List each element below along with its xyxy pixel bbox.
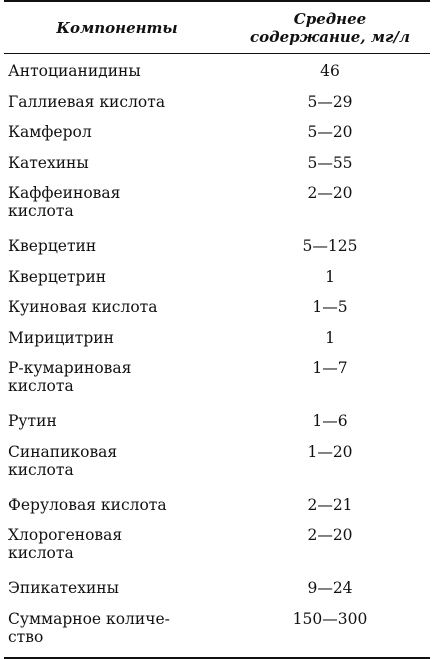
component-name: Синапиковая кислота: [8, 442, 118, 479]
component-value: 1: [325, 328, 335, 347]
table-row: [4, 262, 430, 293]
component-value: 5—125: [302, 237, 358, 255]
content-table: [4, 0, 430, 659]
component-value: 2—21: [307, 495, 353, 514]
component-name: Кверцетин: [8, 237, 97, 255]
component-value: 46: [320, 62, 340, 80]
table-row: [4, 117, 430, 148]
table-row: [4, 87, 430, 118]
component-name: Кверцетрин: [8, 267, 107, 286]
table-row: [4, 437, 430, 490]
component-name: Феруловая кислота: [8, 495, 167, 514]
table-row: [4, 353, 430, 406]
table-row: [4, 520, 430, 573]
component-value: 9—24: [307, 579, 353, 597]
header-components: Компоненты: [56, 18, 178, 37]
component-name: Хлорогеновая кислота: [8, 526, 123, 562]
component-value: 5—20: [307, 123, 353, 141]
component-value: 1—7: [312, 359, 348, 377]
component-value: 1—6: [312, 412, 348, 430]
component-value: 2—20: [307, 184, 353, 202]
header-average-content-text: Среднее содержание, мг/л: [250, 9, 410, 46]
table-row: [4, 56, 430, 87]
component-name: Куиновая кислота: [8, 298, 158, 316]
table-row: [4, 490, 430, 521]
component-name: Эпикатехины: [8, 579, 119, 597]
component-name: Антоцианидины: [8, 62, 141, 80]
component-name: Каффеиновая кислота: [8, 184, 121, 220]
component-name: Камферол: [8, 123, 92, 141]
table-body: [4, 54, 430, 657]
table-row: [4, 406, 430, 437]
component-name: Суммарное количе- ство: [8, 609, 170, 646]
component-value: 1: [325, 267, 335, 286]
component-value: 5—29: [307, 92, 353, 111]
table-row: [4, 231, 430, 262]
table-row: [4, 148, 430, 179]
table-header: [4, 2, 430, 53]
component-name: Мирицитрин: [8, 328, 114, 347]
component-name: Р-кумариновая кислота: [8, 359, 132, 395]
table-row: [4, 323, 430, 354]
table-row: [4, 604, 430, 657]
component-value: 1—5: [312, 298, 348, 316]
table-row: [4, 573, 430, 604]
table-bottom-rule: [4, 657, 430, 659]
component-value: 1—20: [307, 442, 353, 461]
component-value: 2—20: [307, 526, 353, 544]
component-value: 5—55: [307, 153, 353, 172]
component-name: Галлиевая кислота: [8, 92, 166, 111]
table-row: [4, 178, 430, 231]
component-value: 150—300: [292, 609, 368, 628]
component-name: Катехины: [8, 153, 89, 172]
component-name: Рутин: [8, 412, 57, 430]
header-average-content: [230, 10, 430, 46]
table-row: [4, 292, 430, 323]
